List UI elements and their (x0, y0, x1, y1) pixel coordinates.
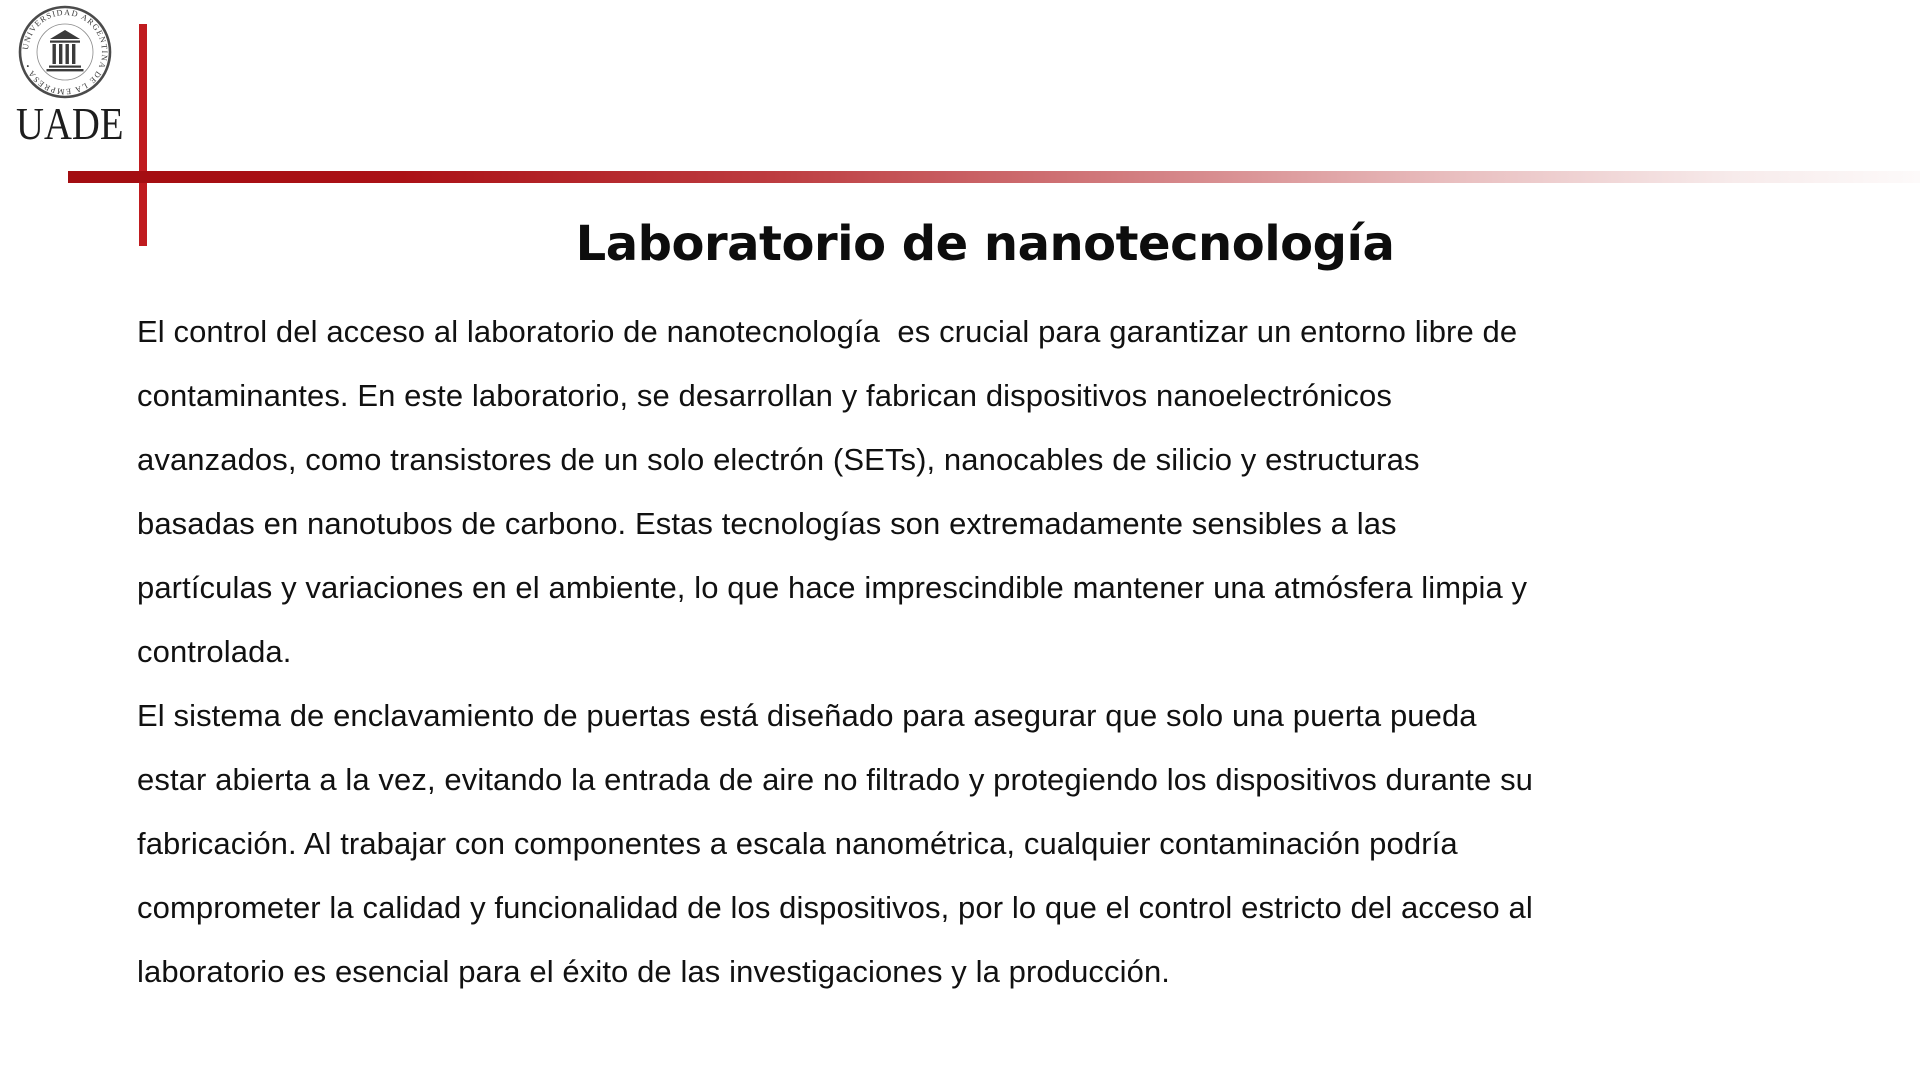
body-line: comprometer la calidad y funcionalidad de los dispositivos, por lo que el control estricto del acceso al (137, 890, 1533, 925)
uade-wordmark: UADE (16, 99, 124, 149)
title-wrap (110, 212, 1860, 276)
body-text (137, 300, 1897, 1004)
body-line: laboratorio es esencial para el éxito de las investigaciones y la producción. (137, 954, 1171, 989)
body-line: estar abierta a la vez, evitando la entrada de aire no filtrado y protegiendo los dispositivos durante su (137, 762, 1534, 797)
body-line: avanzados, como transistores de un solo electrón (SETs), nanocables de silicio y estructuras (137, 442, 1420, 477)
paragraph-2 (137, 684, 1897, 1004)
body-line: El control del acceso al laboratorio de nanotecnología es crucial para garantizar un entorno libre de (137, 314, 1518, 349)
body-line: fabricación. Al trabajar con componentes a escala nanométrica, cualquier contaminación podría (137, 826, 1458, 861)
uade-logo (12, 2, 132, 147)
body-line: El sistema de enclavamiento de puertas está diseñado para asegurar que solo una puerta pueda (137, 698, 1477, 733)
paragraph-1 (137, 300, 1897, 684)
slide-title: Laboratorio de nanotecnología (575, 216, 1395, 272)
body-line: contaminantes. En este laboratorio, se desarrollan y fabrican dispositivos nanoelectrónicos (137, 378, 1392, 413)
seal-ring-text: UNIVERSIDAD ARGENTINA DE LA EMPRESA • (20, 7, 110, 97)
uade-seal-icon (12, 2, 122, 102)
body-line: controlada. (137, 634, 292, 669)
body-line: basadas en nanotubos de carbono. Estas tecnologías son extremadamente sensibles a las (137, 506, 1397, 541)
body-line: partículas y variaciones en el ambiente, lo que hace imprescindible mantener una atmósfera limpia y (137, 570, 1528, 605)
horizontal-gradient-rule (68, 171, 1920, 183)
